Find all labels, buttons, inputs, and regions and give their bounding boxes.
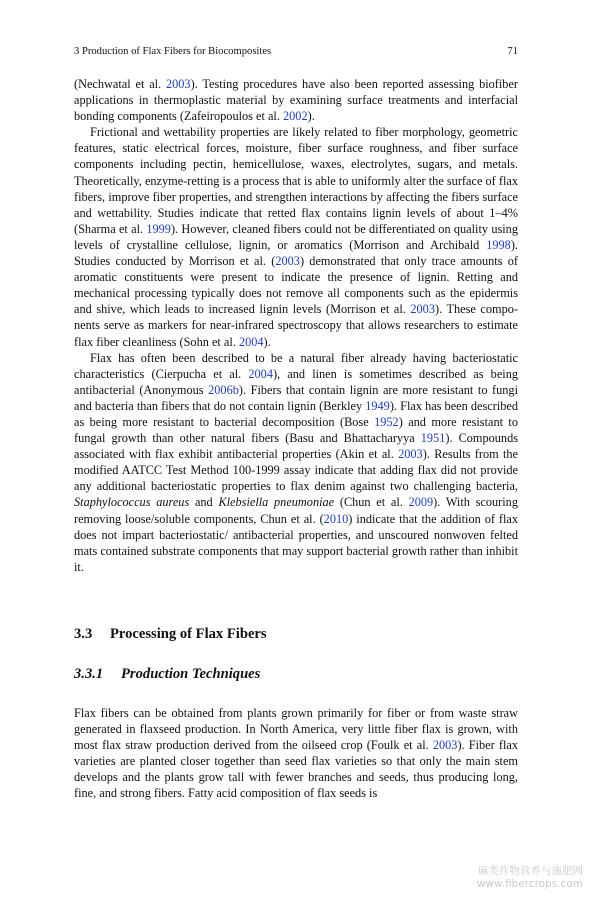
page-number: 71 (507, 46, 518, 57)
body-text-bottom (74, 705, 518, 802)
citation-year-link[interactable]: 1952 (374, 414, 399, 429)
citation-year-link[interactable]: 1998 (486, 237, 511, 252)
watermark-line-2: www.fibercrops.com (476, 878, 583, 890)
citation-year-link[interactable]: 1951 (420, 431, 446, 446)
section-number: 3.3 (74, 626, 93, 642)
text-run: ). Compounds associated with flax exhibit antibacterial properties (Akin et al. (74, 431, 519, 462)
watermark-line-1: 麻类作物营养与施肥网 (478, 865, 583, 877)
text-run: ). Fibers that contain lignin are more resistant to fungi and bacteria than fibers that do not contain lignin (Berkley (74, 382, 518, 413)
paragraph (74, 76, 518, 124)
text-run: ). Flax has been described as being more resistant to bacterial decomposition (Bose (74, 398, 518, 429)
citation-year-link[interactable]: 1999 (146, 221, 171, 236)
citation-year-link[interactable]: 2010 (323, 511, 349, 526)
body-text-top (74, 76, 518, 575)
text-run: Flax fibers can be obtained from plants grown primarily for fiber or from waste straw generated in flaxseed production. In North America, very little fiber flax is grown, with most flax straw production derived from the oilseed crop (Foulk et al. (74, 706, 518, 753)
citation-year-link[interactable]: 2004 (238, 334, 264, 349)
citation-year-link[interactable]: 2006b (208, 382, 239, 397)
text-run: ). Testing procedures have also been reported assessing biofiber applications in thermoplastic material by examining surface treatments and interfacial bonding components (Zafeiropoulos et al. (74, 77, 518, 124)
text-run: and (189, 495, 219, 510)
citation-year-link[interactable]: 2003 (165, 77, 191, 91)
text-run: Flax has often been described to be a natural fiber already having bacteriostatic characteristics (Cierpucha et al. (74, 350, 518, 381)
text-run: ). These components serve as markers for near-infrared spectroscopy that allows researchers to estimate flax fiber cleanliness (Sohn et al. (74, 302, 518, 349)
text-run: (Nechwatal et al. (74, 77, 166, 91)
text-run: ). (263, 334, 271, 349)
text-run: ). Results from the modified AATCC Test Method 100-1999 assay indicate that adding flax did not provide any additional bacteriostatic properties to flax denim against two challenging bacteria, (74, 447, 519, 494)
running-head (74, 45, 518, 59)
citation-year-link[interactable]: 2003 (432, 738, 458, 753)
section-heading (74, 625, 518, 643)
text-run: (Chun et al. (334, 495, 409, 510)
running-head-chapter: 3 Production of Flax Fibers for Biocomposites (74, 46, 272, 57)
citation-year-link[interactable]: 2002 (283, 109, 308, 124)
citation-year-link[interactable]: 1949 (365, 398, 390, 413)
text-run: ). Studies conducted by Morrison et al. ( (74, 237, 518, 269)
citation-year-link[interactable]: 2003 (410, 302, 435, 317)
citation-year-link[interactable]: 2004 (248, 366, 273, 381)
section-title: Processing of Flax Fibers (110, 626, 267, 642)
text-run: ). Fiber flax varieties are planted closer together than seed flax varieties so that only the main stem develops and the plants grow tall with fewer branches and seeds, thus producing long, fine, and strong fibers. Fatty acid composition of flax seeds is (74, 738, 518, 801)
text-run: ), and linen is sometimes described as being antibacterial (Anonymous (74, 366, 518, 397)
species-name: Staphylococcus aureus (74, 495, 190, 510)
text-run: ). (307, 109, 315, 124)
subsection-number: 3.3.1 (74, 666, 104, 682)
species-name: Klebsiella pneumoniae (218, 495, 335, 510)
paragraph (74, 705, 518, 802)
subsection-title: Production Techniques (121, 666, 261, 682)
citation-year-link[interactable]: 2003 (398, 447, 423, 462)
text-run: ) and more resistant to fungal growth than other natural fibers (Basu and Bhattacharyya (74, 414, 518, 446)
text-run: Frictional and wettability properties are likely related to fiber morphology, geometric features, static electrical forces, moisture, fiber surface roughness, and fiber surface components including pectin, hemicellulose, waxes, electrolytes, sugars, and metals. Theoretically, enzyme-retting is a process that is able to uniformly alter the surface of flax fibers, improve fiber properties, and strengthen interactions by affecting the fibers surface and wettability. Studies indicate that retted flax contains lignin levels of about 1–4% (Sharma et al. (74, 125, 518, 236)
citation-year-link[interactable]: 2003 (275, 254, 300, 269)
subsection-heading (74, 665, 518, 683)
text-run: ) indicate that the addition of flax does not impart bacteriostatic/ antibacterial properties, and unscoured nonwoven felted mats contained substrate components that may support bacterial growth rather than inhibit it. (74, 511, 518, 574)
paragraph (74, 350, 518, 575)
text-run: ) demonstrated that only trace amounts of aromatic constituents were present to indicate the presence of lignin. Retting and mechanical processing typically does not remove all components such as the epidermis and shive, which leads to increased lignin levels (Morrison et al. (74, 254, 518, 317)
citation-year-link[interactable]: 2009 (408, 495, 434, 510)
text-run: ). With scouring removing loose/soluble components, Chun et al. ( (74, 495, 518, 526)
text-run: ). However, cleaned fibers could not be differentiated on quality using levels of crystalline cellulose, lignin, or aromatics (Morrison and Archibald (74, 221, 518, 252)
watermark (477, 865, 583, 891)
paragraph (74, 124, 518, 349)
